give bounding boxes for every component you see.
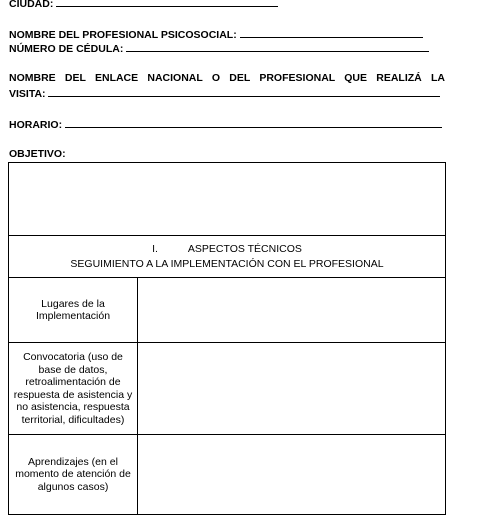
section-title: ASPECTOS TÉCNICOS [187,242,302,255]
profesional-field [9,28,423,41]
section-number: I. [152,242,158,255]
row-value-aprendizajes[interactable] [138,435,446,515]
seguimiento-table [8,162,446,515]
enlace-label-line1: NOMBRE DEL ENLACE NACIONAL O DEL PROFESIONAL QUE REALIZÁ LA [9,72,445,84]
row-label-aprendizajes: Aprendizajes (en el momento de atención de algunos casos) [9,435,138,515]
table-row [9,435,446,515]
enlace-input-line[interactable] [48,87,440,97]
enlace-field [9,87,440,100]
horario-field [9,118,442,131]
objetivo-label: OBJETIVO: [9,148,66,160]
row-label-lugares: Lugares de la Implementación [9,278,138,343]
profesional-input-line[interactable] [240,28,423,38]
ciudad-label: CIUDAD: [9,0,54,10]
section-header-row [9,236,446,278]
cedula-input-line[interactable] [126,42,429,52]
objetivo-input-box[interactable] [9,163,446,236]
row-value-lugares[interactable] [138,278,446,343]
section-title-line [9,242,445,257]
table-row [9,278,446,343]
objetivo-box-row [9,163,446,236]
enlace-label-line2: VISITA: [9,88,46,100]
row-value-convocatoria[interactable] [138,343,446,435]
table-row [9,343,446,435]
horario-input-line[interactable] [65,118,442,128]
row-label-convocatoria: Convocatoria (uso de base de datos, retroalimentación de respuesta de asistencia y no asistencia, respuesta territorial, dificultades) [9,343,138,435]
horario-label: HORARIO: [9,119,63,131]
ciudad-field [9,0,278,10]
ciudad-input-line[interactable] [56,0,278,7]
cedula-field [9,42,429,55]
profesional-label: NOMBRE DEL PROFESIONAL PSICOSOCIAL: [9,29,237,41]
section-header [9,236,446,278]
section-subtitle: SEGUIMIENTO A LA IMPLEMENTACIÓN CON EL PROFESIONAL [70,257,384,270]
cedula-label: NÚMERO DE CÉDULA: [9,43,124,55]
